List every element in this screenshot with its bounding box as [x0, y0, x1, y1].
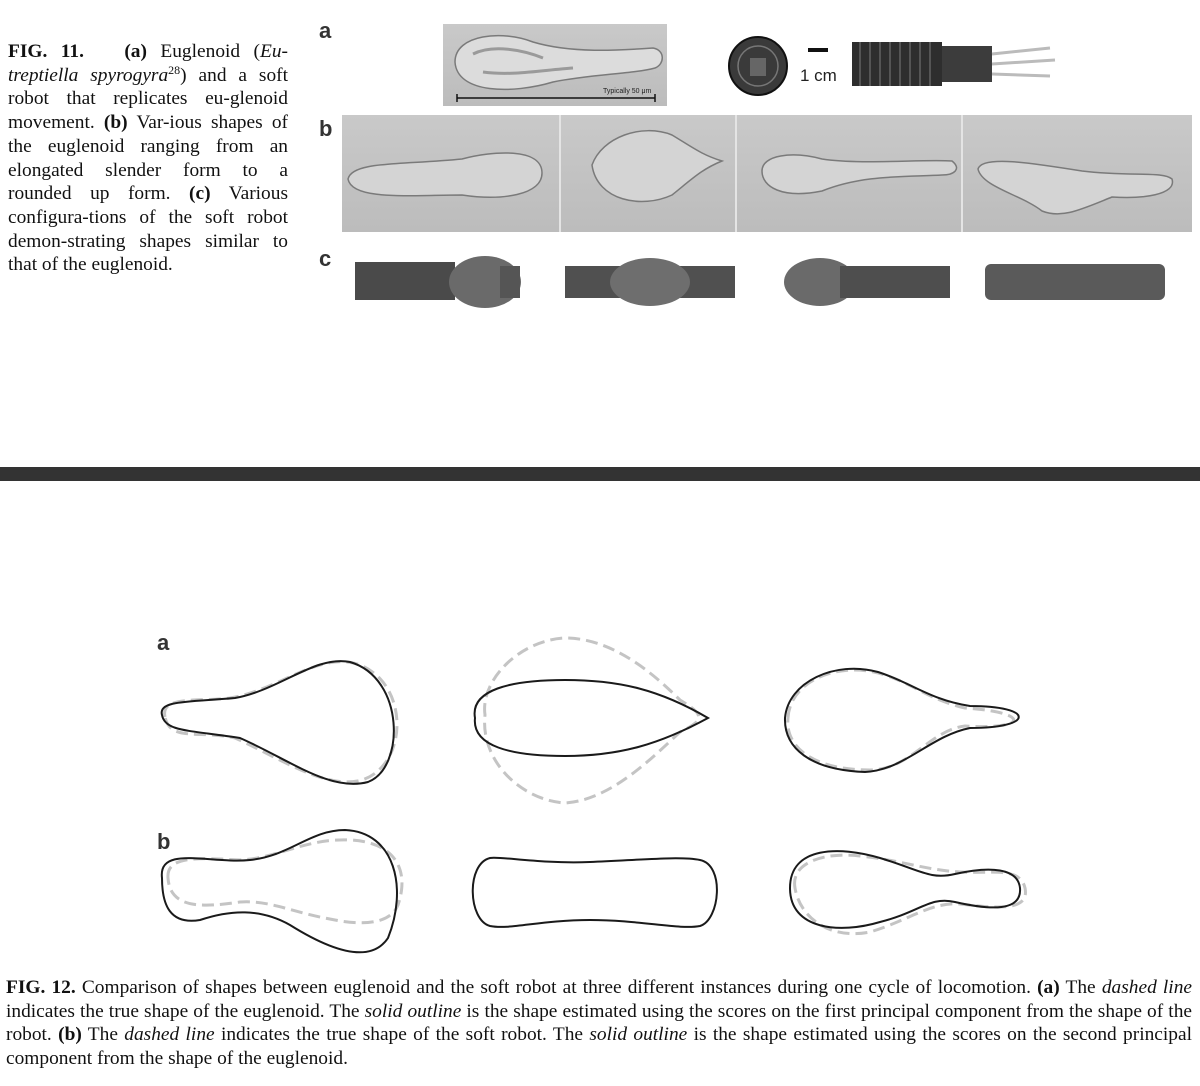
section-divider	[0, 467, 1200, 481]
fig12-b-t2: indicates the true shape of the soft robot. The	[214, 1024, 590, 1045]
fig11-a-text1: Euglenoid (	[146, 41, 261, 62]
fig11-caption	[8, 40, 288, 277]
fig12-a-label: (a)	[1037, 977, 1060, 998]
fig12-a-solid: solid outline	[364, 1000, 462, 1022]
fig11-c-text: Various configura-tions of the soft robot demon-strating shapes similar to that of the euglenoid.	[8, 183, 288, 276]
row-a-1-solid	[162, 661, 394, 784]
fig12-b-t3: is the shape estimated using the scores on the second principal component from the shape of the euglenoid.	[6, 1024, 1192, 1069]
fig12-panel-a-letter: a	[157, 630, 170, 655]
soft-robot-photo	[850, 38, 1060, 90]
row-a-shape-1	[162, 661, 397, 784]
scale-bar	[808, 48, 828, 52]
row-b-1-solid	[162, 830, 397, 952]
row-b-2-solid	[473, 858, 717, 927]
fig11-a-label: (a)	[124, 41, 147, 62]
fig11-panel-a-letter: a	[319, 18, 332, 43]
fig12-caption	[6, 976, 1192, 1070]
row-b-shape-1	[162, 830, 402, 952]
soft-robot-configurations	[350, 252, 1170, 312]
fig12-label: FIG. 12.	[6, 977, 76, 998]
row-a-2-dashed	[485, 638, 699, 803]
micro-scale-label: Typically 50 μm	[603, 88, 652, 95]
fig11-label: FIG. 11.	[8, 41, 84, 62]
row-b-shape-2	[473, 858, 717, 927]
fig11-species: Eu-treptiella spyrogyra	[8, 41, 289, 86]
fig12-intro: Comparison of shapes between euglenoid and the soft robot at three different instances during one cycle of locomotion.	[75, 977, 1038, 998]
fig11-panel-c-letter: c	[319, 246, 332, 271]
fig11-a-text2: ) and a soft robot that replicates eu-glenoid movement.	[8, 64, 288, 134]
euglenoid-shapes-strip	[342, 115, 1192, 232]
coin-icon	[726, 34, 790, 98]
row-b-shape-3	[790, 851, 1025, 934]
row-b-1-dashed	[168, 840, 402, 923]
fig12-b-dashed: dashed line	[124, 1024, 215, 1045]
row-a-3-dashed	[788, 670, 1014, 770]
row-b-3-dashed	[795, 855, 1026, 934]
fig11-ref: 28	[168, 62, 181, 77]
fig12-panel-b-letter: b	[157, 829, 171, 854]
robot-config-3	[784, 258, 950, 306]
fig12-b-label: (b)	[58, 1024, 82, 1045]
row-a-shape-3	[785, 669, 1019, 772]
fig12-shape-plots	[140, 620, 1040, 965]
fig12-a-t3: is the shape estimated using the scores on the first principal component from the shape of the robot.	[6, 1000, 1192, 1045]
fig12-a-t2: indicates the true shape of the euglenoid. The	[6, 1000, 365, 1022]
row-a-3-solid	[785, 669, 1019, 772]
robot-config-2	[565, 258, 735, 306]
robot-config-4	[985, 264, 1165, 300]
row-a-1-dashed	[165, 662, 397, 782]
row-a-shape-2	[475, 638, 708, 803]
scale-label: 1 cm	[800, 66, 837, 85]
fig12-a-dashed: dashed line	[1101, 977, 1192, 998]
fig11-b-text: Var-ious shapes of the euglenoid ranging from an elongated slender form to a rounded up form.	[8, 112, 288, 205]
fig12-b-solid: solid outline	[589, 1024, 688, 1045]
fig12-b-t1: The	[81, 1024, 125, 1045]
fig12-a-t1: The	[1059, 977, 1102, 998]
euglenoid-shapes-drawing	[342, 115, 1192, 232]
fig11-panel-b-letter: b	[319, 116, 333, 141]
fig11-c-label: (c)	[189, 183, 211, 205]
euglenoid-micrograph	[443, 24, 667, 106]
fig11-b-label: (b)	[103, 112, 128, 134]
robot-config-1	[355, 256, 521, 308]
